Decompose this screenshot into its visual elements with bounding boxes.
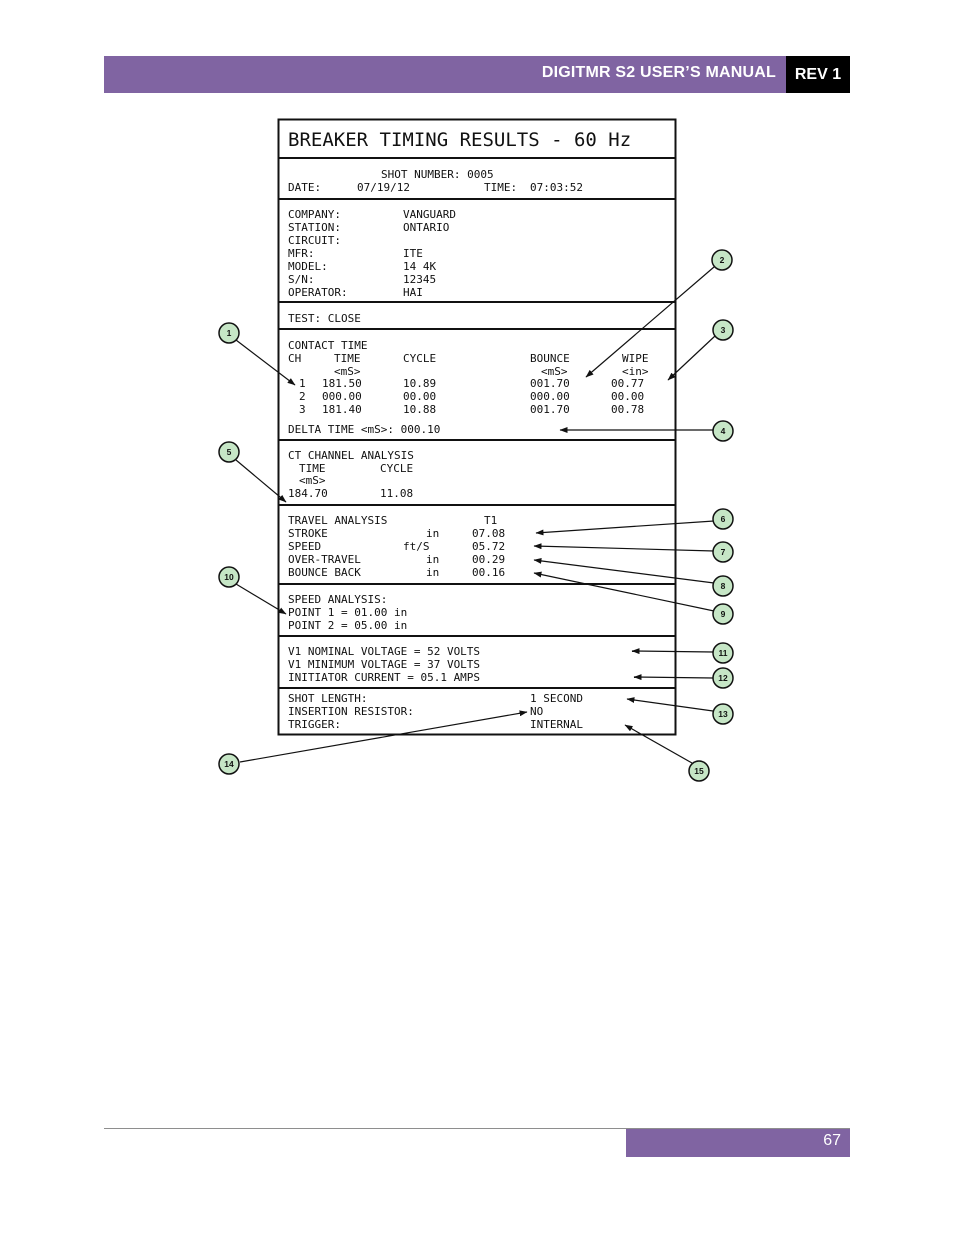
contact-time-title: CONTACT TIME [288, 339, 368, 352]
delta-time: DELTA TIME <mS>: 000.10 [288, 423, 441, 436]
callout-10 [219, 567, 239, 587]
row3-bounce: 001.70 [530, 403, 570, 416]
speed-point-1: POINT 1 = 01.00 in [288, 606, 408, 619]
test-type: TEST: CLOSE [288, 312, 361, 325]
model-value: 14 4K [403, 260, 437, 273]
callout-3-label: 3 [720, 325, 726, 335]
footer-bar [626, 1129, 850, 1157]
circuit-label: CIRCUIT: [288, 234, 341, 247]
col-bounce: BOUNCE [530, 352, 570, 365]
serial-label: S/N: [288, 273, 315, 286]
travel-tag: T1 [484, 514, 498, 527]
minimum-voltage: V1 MINIMUM VOLTAGE = 37 VOLTS [288, 658, 481, 671]
speed-point-2: POINT 2 = 05.00 in [288, 619, 408, 632]
callout-8-label: 8 [720, 581, 726, 591]
callout-14 [219, 754, 239, 774]
stroke-unit: in [426, 527, 440, 540]
ct-cycle: 11.08 [380, 487, 414, 500]
nominal-voltage: V1 NOMINAL VOLTAGE = 52 VOLTS [288, 645, 481, 658]
page-number: 67 [823, 1132, 841, 1149]
bounceback-value: 00.16 [472, 566, 506, 579]
callout-4 [713, 421, 733, 441]
insertion-resistor-value: NO [530, 705, 544, 718]
callout-14-label: 14 [224, 759, 234, 769]
station-label: STATION: [288, 221, 341, 234]
row3-cycle: 10.88 [403, 403, 437, 416]
company-value: VANGUARD [403, 208, 456, 221]
row1-cycle: 10.89 [403, 377, 437, 390]
ct-title: CT CHANNEL ANALYSIS [288, 449, 414, 462]
manual-title: DIGITMR S2 USER’S MANUAL [541, 64, 776, 81]
ct-col-cycle: CYCLE [380, 462, 414, 475]
speed-value: 05.72 [472, 540, 506, 553]
col-cycle: CYCLE [403, 352, 437, 365]
callout-9 [713, 604, 733, 624]
callout-4-label: 4 [720, 426, 726, 436]
stroke-value: 07.08 [472, 527, 506, 540]
ct-unit: <mS> [299, 474, 326, 487]
speed-label: SPEED [288, 540, 322, 553]
callout-7 [713, 542, 733, 562]
trigger-label: TRIGGER: [288, 718, 341, 731]
shot-number: SHOT NUMBER: 0005 [381, 168, 494, 181]
printout-title: BREAKER TIMING RESULTS - 60 Hz [288, 129, 632, 151]
trigger-value: INTERNAL [530, 718, 583, 731]
speed-unit: ft/S [403, 540, 430, 553]
callout-12 [713, 668, 733, 688]
time-value: 07:03:52 [530, 181, 583, 194]
row3-ch: 3 [299, 403, 306, 416]
row1-ch: 1 [299, 377, 306, 390]
callout-5-label: 5 [226, 447, 232, 457]
date-label: DATE: [288, 181, 322, 194]
speed-analysis-title: SPEED ANALYSIS: [288, 593, 388, 606]
unit-wipe: <in> [622, 365, 649, 378]
mfr-label: MFR: [288, 247, 315, 260]
callout-6 [713, 509, 733, 529]
row1-bounce: 001.70 [530, 377, 570, 390]
date-value: 07/19/12 [357, 181, 410, 194]
callout-15-label: 15 [694, 766, 704, 776]
callout-7-label: 7 [720, 547, 726, 557]
shot-length-label: SHOT LENGTH: [288, 692, 368, 705]
travel-title: TRAVEL ANALYSIS [288, 514, 388, 527]
callout-1-label: 1 [226, 328, 232, 338]
serial-value: 12345 [403, 273, 437, 286]
ct-time: 184.70 [288, 487, 328, 500]
row3-wipe: 00.78 [611, 403, 645, 416]
time-label: TIME: [484, 181, 518, 194]
revision-badge: REV 1 [786, 56, 850, 93]
stroke-label: STROKE [288, 527, 328, 540]
insertion-resistor-label: INSERTION RESISTOR: [288, 705, 414, 718]
shot-length-value: 1 SECOND [530, 692, 583, 705]
unit-bounce: <mS> [541, 365, 568, 378]
initiator-current: INITIATOR CURRENT = 05.1 AMPS [288, 671, 481, 684]
callout-2-label: 2 [719, 255, 725, 265]
station-value: ONTARIO [403, 221, 450, 234]
overtravel-unit: in [426, 553, 440, 566]
callout-8 [713, 576, 733, 596]
callout-11 [713, 643, 733, 663]
row3-time: 181.40 [322, 403, 362, 416]
ct-col-time: TIME [299, 462, 326, 475]
callout-15 [689, 761, 709, 781]
callout-3 [713, 320, 733, 340]
callout-5 [219, 442, 239, 462]
company-label: COMPANY: [288, 208, 341, 221]
row2-bounce: 000.00 [530, 390, 570, 403]
callout-13 [713, 704, 733, 724]
model-label: MODEL: [288, 260, 328, 273]
bounceback-unit: in [426, 566, 440, 579]
callout-9-label: 9 [720, 609, 726, 619]
overtravel-value: 00.29 [472, 553, 506, 566]
callout-13-label: 13 [718, 709, 728, 719]
unit-time: <mS> [334, 365, 361, 378]
mfr-value: ITE [403, 247, 423, 260]
row1-wipe: 00.77 [611, 377, 645, 390]
operator-value: HAI [403, 286, 423, 299]
callout-2 [712, 250, 732, 270]
col-wipe: WIPE [622, 352, 649, 365]
overtravel-label: OVER-TRAVEL [288, 553, 361, 566]
callout-10-label: 10 [224, 572, 234, 582]
col-ch: CH [288, 352, 302, 365]
row2-ch: 2 [299, 390, 306, 403]
row2-cycle: 00.00 [403, 390, 437, 403]
row2-wipe: 00.00 [611, 390, 645, 403]
operator-label: OPERATOR: [288, 286, 348, 299]
row2-time: 000.00 [322, 390, 362, 403]
callout-6-label: 6 [720, 514, 726, 524]
bounceback-label: BOUNCE BACK [288, 566, 361, 579]
row1-time: 181.50 [322, 377, 362, 390]
col-time: TIME [334, 352, 361, 365]
callout-1 [219, 323, 239, 343]
callout-11-label: 11 [718, 648, 728, 658]
callout-12-label: 12 [718, 673, 728, 683]
